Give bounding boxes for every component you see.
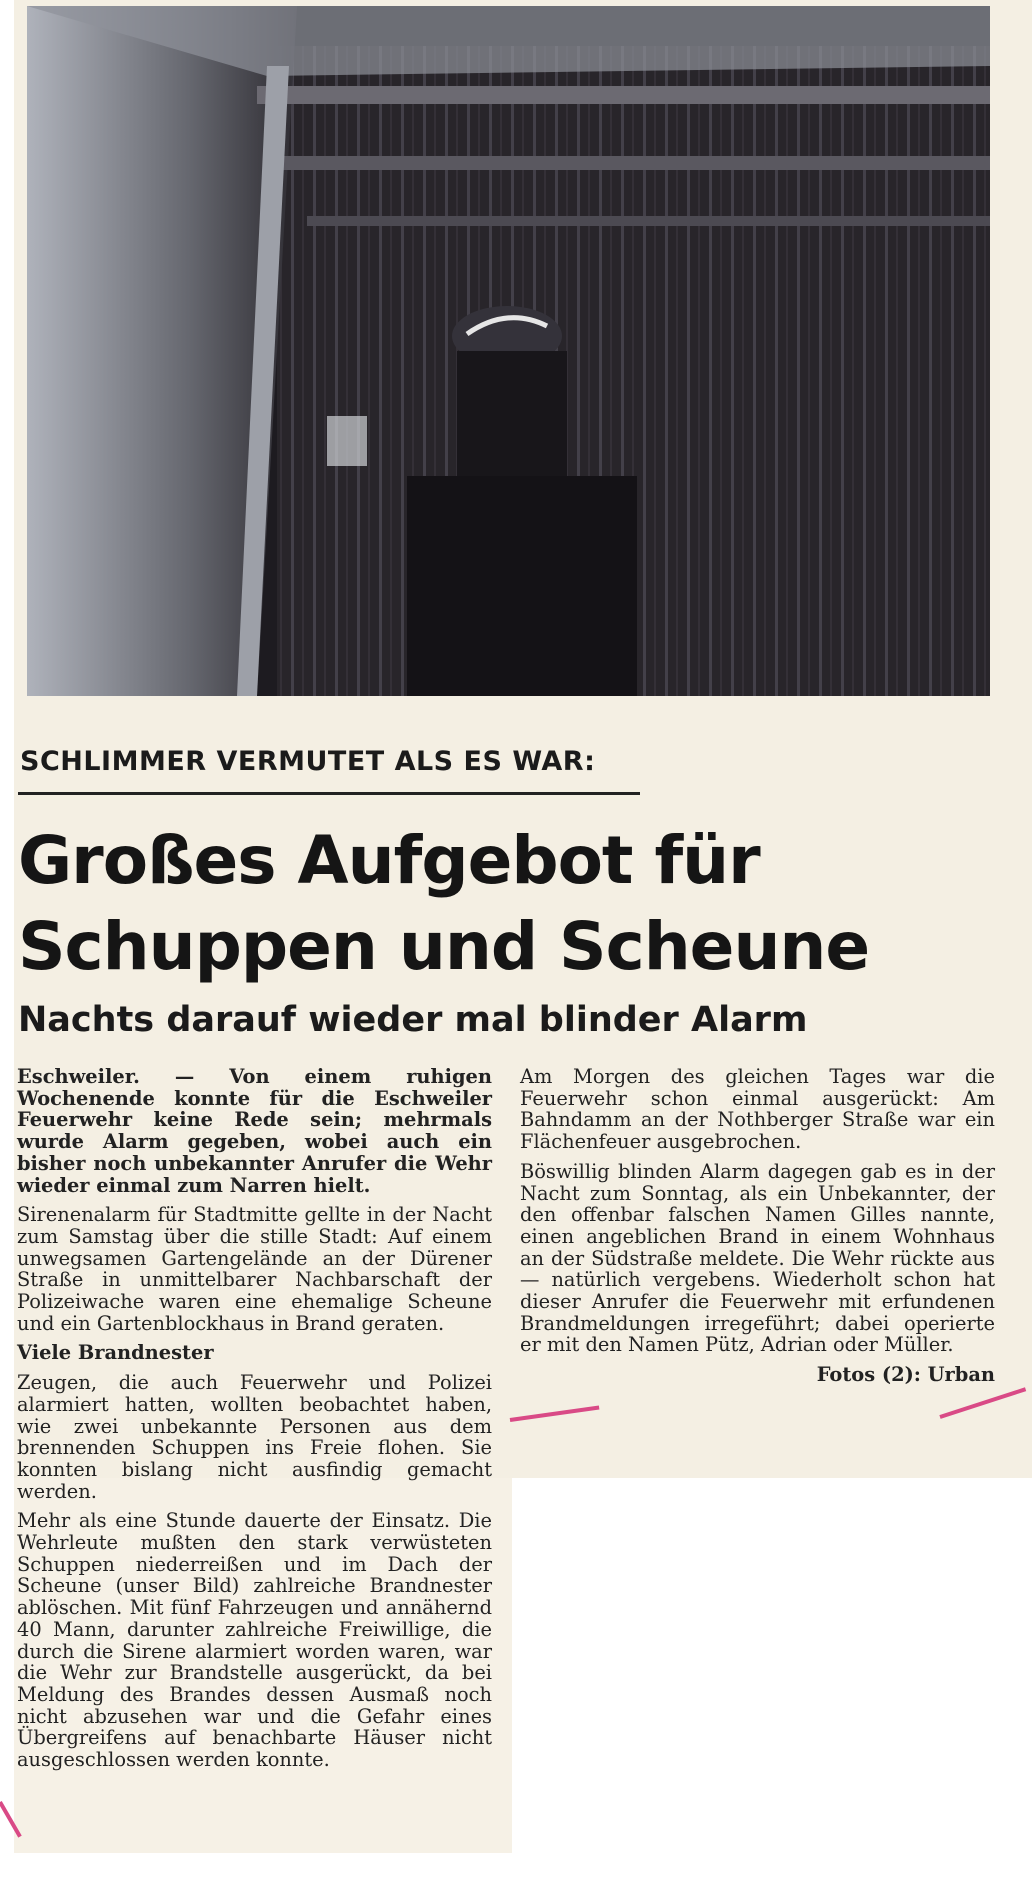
article-subheadline: Nachts darauf wieder mal blinder Alarm (18, 1000, 808, 1040)
section-heading: Viele Brandnester (17, 1341, 214, 1365)
lead-paragraph: Eschweiler. — Von einem ruhigen Wochenende konnte für die Eschweiler Feuerwehr keine Rede sein; mehrmals wurde Alarm gegeben, wobei auch ein bisher noch unbekannter Anrufer die Wehr wieder einmal zum Narren hielt. (17, 1065, 492, 1197)
body-paragraph: Mehr als eine Stunde dauerte der Einsatz. Die Wehrleute mußten den stark verwüsteten Schuppen niederreißen und im Dach der Scheune (unser Bild) zahlreiche Brandnester ablöschen. Mit fünf Fahrzeugen und annähernd 40 Mann, darunter zahlreiche Freiwillige, die durch die Sirene alarmiert worden waren, war die Wehr zur Brandstelle ausgerückt, da bei Meldung des Brandes dessen Ausmaß noch nicht abzusehen war und die Gefahr eines Übergreifens auf benachbarte Häuser nicht ausgeschlossen werden konnte. (17, 1509, 492, 1772)
body-paragraph: Zeugen, die auch Feuerwehr und Polizei alarmiert hatten, wollten beobachtet haben, wie zwei unbekannte Personen aus dem brennenden Schuppen ins Freie flohen. Sie konnten bislang nicht ausfindig gemacht werden. (17, 1371, 492, 1503)
headline-line-2: Schuppen und Scheune (18, 908, 870, 985)
article-photo (27, 6, 990, 696)
article-column-right (520, 1066, 995, 1386)
article-column-left (17, 1066, 492, 1779)
kicker-rule (18, 792, 640, 795)
article-kicker: SCHLIMMER VERMUTET ALS ES WAR: (20, 746, 596, 777)
headline-line-1: Großes Aufgebot für (18, 822, 760, 899)
body-paragraph: Sirenenalarm für Stadtmitte gellte in der Nacht zum Samstag über die stille Stadt: Auf einem unwegsamen Gartengelände an der Dürener Straße in unmittelbarer Nachbarschaft der Polizeiwache waren eine ehemalige Scheune und ein Gartenblockhaus in Brand geraten. (17, 1203, 492, 1335)
body-paragraph: Böswillig blinden Alarm dagegen gab es in der Nacht zum Sonntag, als ein Unbekannter, der den offenbar falschen Namen Gilles nannte, einen angeblichen Brand in einem Wohnhaus an der Südstraße meldete. Die Wehr rückte aus — natürlich vergebens. Wiederholt schon hat dieser Anrufer die Feuerwehr mit erfundenen Brandmeldungen irregeführt; dabei operierte er mit den Namen Pütz, Adrian oder Müller. (520, 1159, 995, 1357)
article-headline (18, 818, 918, 990)
body-paragraph: Am Morgen des gleichen Tages war die Feuerwehr schon einmal ausgerückt: Am Bahndamm an der Nothberger Straße war ein Flächenfeuer ausgebrochen. (520, 1065, 995, 1154)
photo-credit: Fotos (2): Urban (816, 1363, 995, 1387)
barn-interior-photo (27, 6, 990, 696)
